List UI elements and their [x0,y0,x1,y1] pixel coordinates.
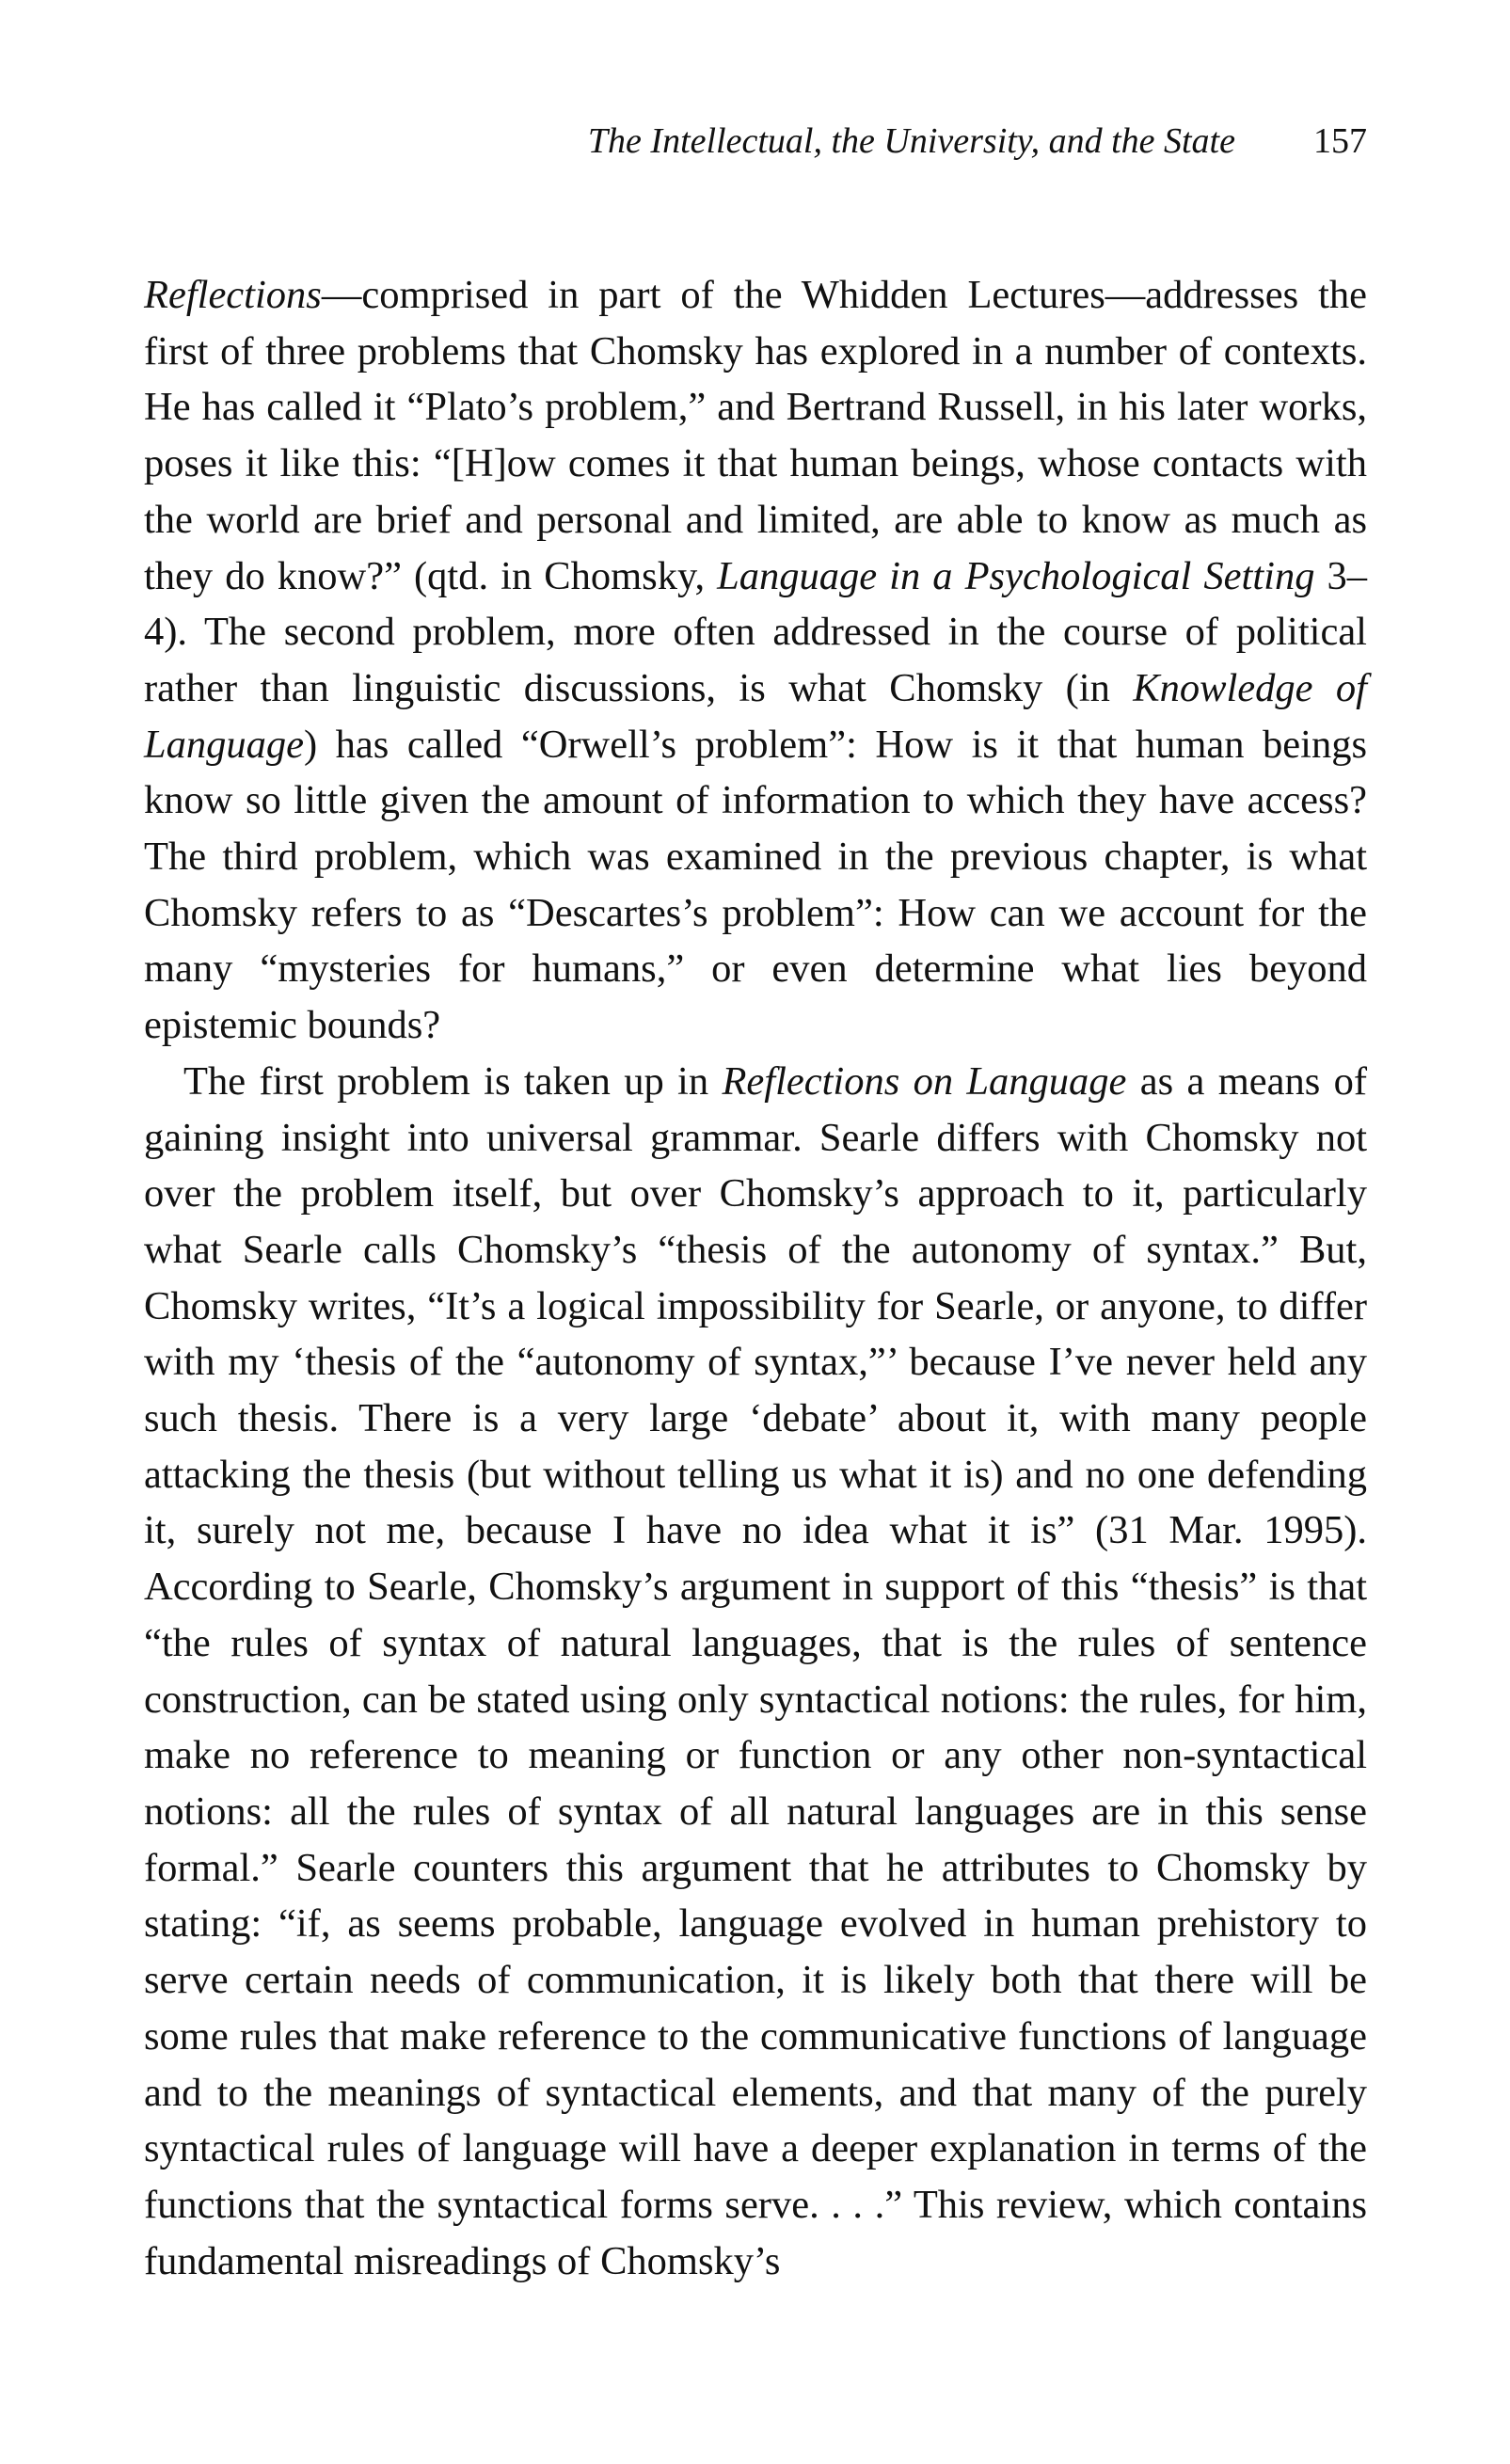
book-title-reflections-on-language: Reflections on Language [722,1058,1127,1104]
body-text [144,267,1367,2289]
book-page [144,113,1367,2289]
paragraph-1 [144,267,1367,1054]
paragraph-2-text-1: The first problem is taken up in [183,1058,723,1104]
paragraph-1-text-2: 3–4). The second problem, more often addressed in the course of political rather than linguistic discussions, is what Chomsky (in [144,553,1368,710]
paragraph-1-text-1: —comprised in part of the Whidden Lectures—addresses the first of three problems that Chomsky has explored in a number of contexts. He has called it “Plato’s problem,” and Bertrand Russell, in his later works, poses it like this: “[H]ow comes it that human beings, whose contacts with the world are brief and personal and limited, are able to know as much as they do know?” (qtd. in Chomsky, [144,273,1367,598]
book-title-language-psychological-setting: Language in a Psychological Setting [717,553,1315,598]
book-title-knowledge-of-language: Knowledge of Language [144,665,1367,767]
paragraph-1-text-3: ) has called “Orwell’s problem”: How is it that human beings know so little given the amount of information to which they have access? The third problem, which was examined in the previous chapter, is what Chomsky refers to as “Descartes’s problem”: How can we account for the many “mysteries for humans,” or even determine what lies beyond epistemic bounds? [144,722,1367,1048]
page-number: 157 [1313,121,1367,161]
book-title-reflections: Reflections [144,273,322,317]
running-head [144,113,1367,169]
paragraph-2-text-2: as a means of gaining insight into universal grammar. Searle differs with Chomsky not over the problem itself, but over Chomsky’s approach to it, particularly what Searle calls Chomsky’s “thesis of the autonomy of syntax.” But, Chomsky writes, “It’s a logical impossibility for Searle, or anyone, to differ with my ‘thesis of the “autonomy of syntax,”’ because I’ve never held any such thesis. There is a very large ‘debate’ about it, with many people attacking the thesis (but without telling us what it is) and no one defending it, surely not me, because I have no idea what it is” (31 Mar. 1995). According to Searle, Chomsky’s argument in support of this “thesis” is that “the rules of syntax of natural languages, that is the rules of sentence construction, can be stated using only syntactical notions: the rules, for him, make no reference to meaning or function or any other non-syntactical notions: all the rules of syntax of all natural languages are in this sense formal.” Searle counters this argument that he attributes to Chomsky by stating: “if, as seems probable, language evolved in human prehistory to serve certain needs of communication, it is likely both that there will be some rules that make reference to the communicative functions of language and to the meanings of syntactical elements, and that many of the purely syntactical rules of language will have a deeper explanation in terms of the functions that the syntactical forms serve. . . .” This review, which contains fundamental misreadings of Chomsky’s [144,1058,1368,2283]
running-title: The Intellectual, the University, and the State [587,121,1235,161]
paragraph-2 [144,1054,1367,2289]
